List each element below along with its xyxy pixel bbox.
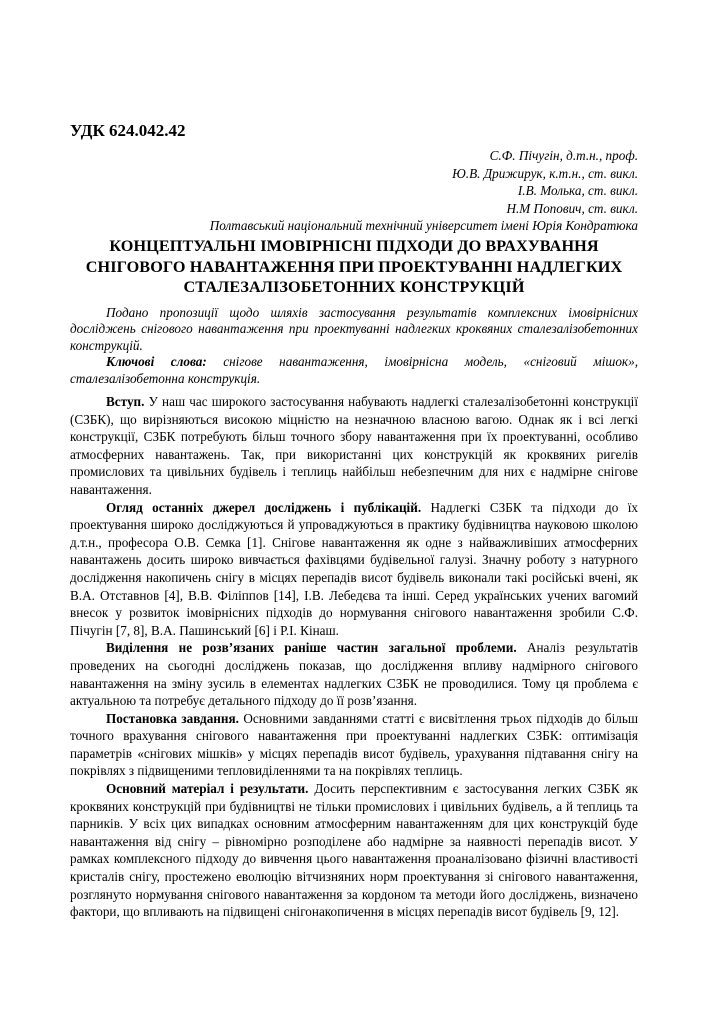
title-line: СТАЛЕЗАЛІЗОБЕТОННИХ КОНСТРУКЦІЙ bbox=[183, 278, 525, 296]
author-line: І.В. Молька, ст. викл. bbox=[517, 183, 638, 199]
section-heading: Огляд останніх джерел досліджень і публікацій. bbox=[106, 499, 422, 515]
keywords-label: Ключові слова: bbox=[106, 354, 207, 370]
abstract bbox=[70, 305, 638, 387]
section-heading: Вступ. bbox=[106, 394, 145, 409]
section-introduction bbox=[70, 393, 638, 499]
section-text: У наш час широкого застосування набувають надлегкі сталезалізобетонні конструкції (СЗБК), що вирізняються високою міцністю на незначною власною вагою. Однак як і всі легкі конструкції, СЗБК потребують більш точного збору навантаження при їх проектуванні, особливо атмосферних навантажень. Так, при використанні цих конструкцій як кроквяних ригелів промислових та цивільних будівель і теплиць найбільш небезпечним для них є надмірне снігове навантаження. bbox=[70, 394, 638, 497]
title-line: КОНЦЕПТУАЛЬНІ ІМОВІРНІСНІ ПІДХОДИ ДО ВРАХУВАННЯ bbox=[109, 237, 599, 255]
body-text bbox=[70, 393, 638, 921]
section-text: Надлегкі СЗБК та підходи до їх проектування широко досліджуються й упроваджуються в практику будівництва науковою школою д.т.н., професора О.В. Семка [1]. Снігове навантаження як одне з найважливіших атмосферних навантажень досить широко вивчається фахівцями будівельної галузі. Значну роботу з натурного дослідження накопичень снігу в місцях перепадів висот будівель виконали такі російські вчені, як В.А. Отставнов [4], В.В. Філіппов [14], І.В. Лебедєва та інші. Серед українських учених вагомий внесок у розвиток імовірнісних підходів до нормування снігового навантаження зробили С.Ф. Пічугін [7, 8], В.А. Пашинський [6] і Р.І. Кінаш. bbox=[70, 499, 638, 638]
authors-block bbox=[70, 147, 638, 235]
section-text: Основними завданнями статті є висвітлення трьох підходів до більш точного врахування снігового навантаження при проектуванні надлегких СЗБК: оптимізація параметрів «снігових мішків» у місцях перепадів висот будівель, урахування підтавання снігу на покрівлях з підвищеними тепловиділеннями та на покрівлях теплиць. bbox=[70, 710, 638, 779]
keywords-text: снігове навантаження, імовірнісна модель, «сніговий мішок», сталезалізобетонна конструкція. bbox=[70, 354, 638, 386]
section-literature-review bbox=[70, 499, 638, 640]
section-text: Досить перспективним є застосування легких СЗБК як кроквяних конструкцій при будівництві не тільки промислових і цивільних будівель, а й теплиць та парників. У всіх цих випадках основним атмосферним навантаженням для цих конструкцій буде навантаження від снігу – рівномірно розподілене або надмірне за наявності перепадів висот. У рамках комплексного підходу до вивчення цього навантаження проаналізовано фізичні властивості кристалів снігу, простежено еволюцію вітчизняних норм проектування зі снігового навантаження, розглянуто нормування снігового навантаження за кордоном та методи його досліджень, визначено фактори, що впливають на підвищені снігонакопичення в місцях перепадів висот будівель [9, 12]. bbox=[70, 781, 638, 920]
abstract-text: Подано пропозиції щодо шляхів застосування результатів комплексних імовірнісних досліджень снігового навантаження при проектуванні надлегких кроквяних сталезалізобетонних конструкцій. bbox=[70, 305, 638, 353]
title-line: СНІГОВОГО НАВАНТАЖЕННЯ ПРИ ПРОЕКТУВАННІ НАДЛЕГКИХ bbox=[85, 257, 623, 276]
paper-title bbox=[70, 236, 638, 298]
section-heading: Основний матеріал і результати. bbox=[106, 781, 309, 797]
udk-code: УДК 624.042.42 bbox=[70, 121, 186, 140]
section-problem-statement bbox=[70, 710, 638, 780]
section-text: Аналіз результатів проведених на сьогодні досліджень показав, що дослідження впливу надмірного снігового навантаження на зміну зусиль в елементах надлегких СЗБК не проводилися. Тому ця проблема є актуальною та потребує детального підходу до її розв’язання. bbox=[70, 640, 638, 709]
author-line: С.Ф. Пічугін, д.т.н., проф. bbox=[489, 148, 638, 163]
affiliation: Полтавський національний технічний університет імені Юрія Кондратюка bbox=[209, 218, 638, 234]
section-heading: Виділення не розв’язаних раніше частин загальної проблеми. bbox=[106, 640, 517, 656]
author-line: Н.М Попович, ст. викл. bbox=[506, 200, 638, 216]
section-heading: Постановка завдання. bbox=[106, 710, 239, 726]
section-main-material bbox=[70, 780, 638, 921]
author-line: Ю.В. Дрижирук, к.т.н., ст. викл. bbox=[452, 165, 638, 181]
section-unsolved-problems bbox=[70, 639, 638, 709]
keywords bbox=[70, 354, 638, 387]
